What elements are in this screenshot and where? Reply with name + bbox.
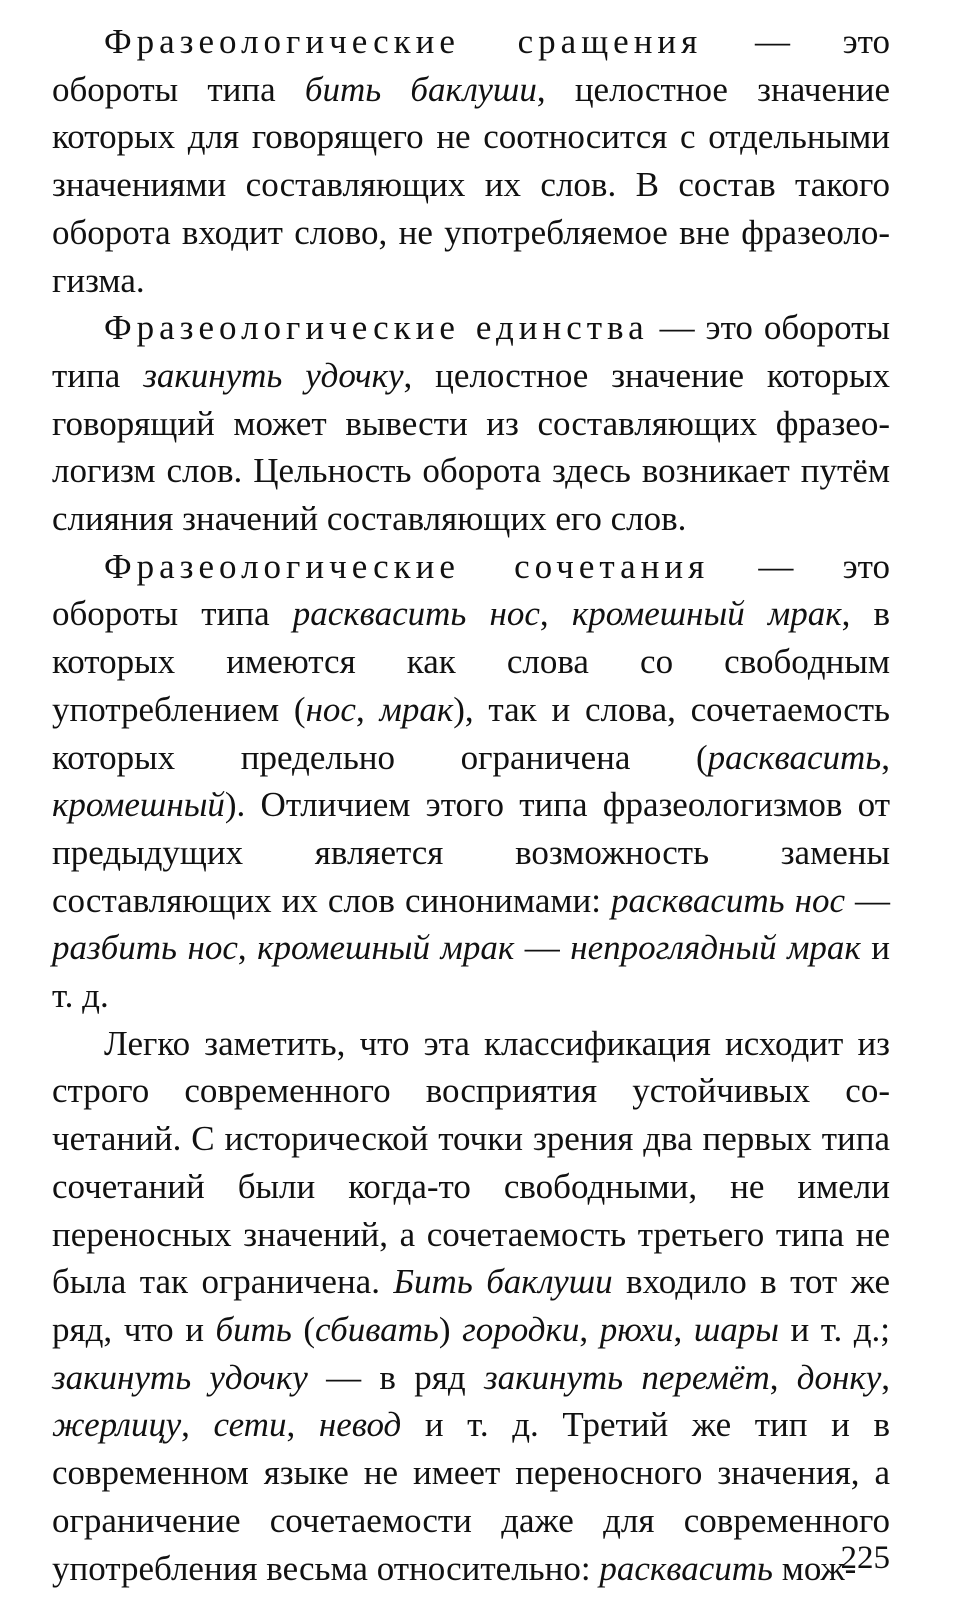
italic-example: закинуть перемёт (483, 1357, 770, 1397)
italic-example: сбивать (315, 1309, 439, 1349)
italic-example: расквасить нос (610, 880, 845, 920)
text-run: ). Отличием этого типа фразеологизмов от предыдущих является возможность замены составляющих их слов синонимами: (52, 785, 890, 920)
text-run: ( (291, 1309, 316, 1349)
italic-example: закинуть удочку (52, 1357, 308, 1397)
text-run: ), так и слова, сочетаемость которых предельно ограничена ( (52, 689, 891, 777)
italic-example: расквасить (599, 1548, 773, 1588)
italic-example: бить баклуши (304, 69, 537, 109)
italic-example: расквасить нос (292, 594, 540, 634)
text-run: мож- (772, 1548, 857, 1588)
italic-example: разбить нос (52, 928, 238, 968)
paragraph-phraseological-units (52, 304, 890, 543)
italic-example: городки (462, 1309, 580, 1349)
text-run: , целостное значение которых говорящий может вывести из составляющих фразеологизм слов. Цельность оборота здесь возникает путём слияния значений составляющих его слов. (52, 355, 891, 539)
italic-example: Бить баклуши (393, 1262, 613, 1302)
text-run: — это обороты типа (52, 22, 890, 109)
term-heading: Фразеологические сочетания (104, 546, 710, 586)
page-body (52, 18, 890, 1592)
text-run: и т. д.; (778, 1309, 891, 1349)
text-run: , (673, 1309, 694, 1349)
paragraph-phraseological-combinations (52, 543, 890, 1020)
text-run: — это обороты типа (52, 546, 890, 634)
text-run: , (769, 1357, 797, 1397)
text-run: — в ряд (307, 1357, 484, 1397)
italic-example: закинуть удочку (143, 355, 404, 395)
text-run: и т. д. (52, 928, 891, 1016)
text-run: — это обороты типа (52, 308, 890, 395)
text-run: , (539, 594, 572, 634)
italic-example: кромешный мрак (571, 594, 842, 634)
italic-example: мрак (379, 689, 454, 729)
italic-example: донку (796, 1357, 882, 1397)
text-run: и т. д. Третий же тип и в современном языке не имеет переносного значения, а ограничение сочетаемости даже для современного употребления весьма относительно: (52, 1405, 890, 1588)
text-run: , (355, 689, 380, 729)
text-run: , (237, 928, 258, 968)
term-heading: Фразеологические единства (104, 308, 649, 348)
italic-example: расквасить (707, 737, 882, 777)
text-run: Легко заметить, что эта классификация исходит из строго современного восприятия устойчивых сочетаний. С исторической точки зрения два первых типа сочетаний были когда-то свободными, не имели переносных значений, а сочетаемость третьего типа не была так ограничена. (52, 1023, 890, 1302)
text-run: , (286, 1405, 319, 1445)
text-run: , целостное значение которых для говорящего не соотносится с отдельными значениями составляющих их слов. В состав такого оборота входит слово, не употребляемое вне фразеологизма. (52, 69, 890, 300)
text-run: — (514, 928, 571, 968)
italic-example: невод (318, 1405, 402, 1445)
italic-example: жерлицу (52, 1405, 182, 1445)
text-run: , (579, 1309, 600, 1349)
paragraph-classification-remark (52, 1020, 890, 1592)
text-run: , (881, 737, 890, 777)
text-run: — (844, 880, 890, 920)
text-run: входило в тот же ряд, что и (52, 1262, 891, 1349)
italic-example: бить (215, 1309, 292, 1349)
page-number: 225 (840, 1540, 890, 1576)
term-heading: Фразеологические сращения (104, 22, 703, 61)
italic-example: кромешный (52, 785, 225, 825)
text-run: ) (438, 1309, 463, 1349)
paragraph-phraseological-fusions (52, 18, 890, 304)
text-run: , в которых имеются как слова со свободным употреблением ( (52, 594, 891, 729)
italic-example: нос (305, 689, 356, 729)
italic-example: сети (213, 1405, 287, 1445)
italic-example: кромешный мрак (257, 928, 515, 968)
italic-example: непроглядный мрак (570, 928, 861, 968)
text-run: , (881, 1357, 891, 1397)
italic-example: рюхи (599, 1309, 674, 1349)
italic-example: шары (693, 1309, 779, 1349)
text-run: , (181, 1405, 214, 1445)
